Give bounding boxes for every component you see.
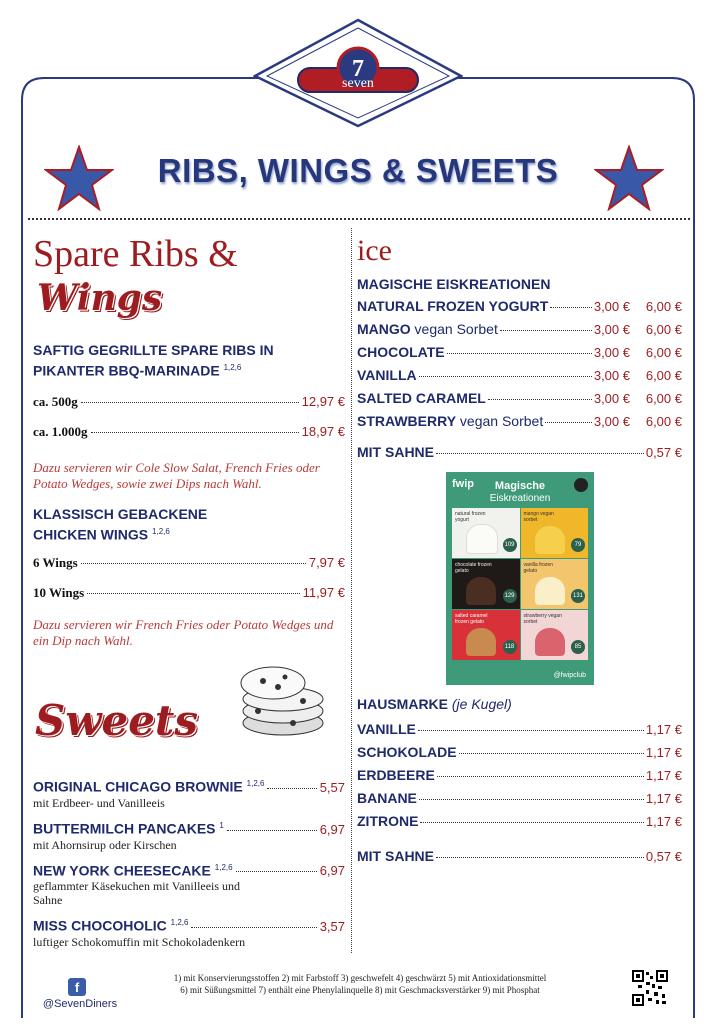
menu-item	[33, 424, 345, 454]
item-price: 5,57	[319, 779, 345, 795]
item-name: CHOCOLATE	[357, 344, 445, 360]
price-small: 3,00 €	[593, 414, 630, 429]
ice-item	[357, 298, 682, 321]
item-description: mit Erdbeer- und Vanilleeis	[33, 795, 165, 810]
ice-item	[357, 413, 682, 436]
sweets-item	[33, 775, 345, 810]
allergen-sup: 1,2,6	[152, 526, 170, 536]
item-suffix: vegan Sorbet	[456, 413, 544, 429]
ribs-note: Dazu servieren wir Cole Slow Salat, French Fries oder Potato Wedges, sowie zwei Dips nach Wahl.	[33, 459, 320, 491]
item-name: VANILLE	[357, 721, 416, 737]
item-name: ca. 500g	[33, 393, 78, 409]
wings-note: Dazu servieren wir French Fries oder Potato Wedges und ein Dip nach Wahl.	[33, 617, 334, 649]
ice-item	[357, 344, 682, 367]
allergen-sup: 1,2,6	[246, 779, 265, 789]
item-name: MISS CHOCOHOLIC	[33, 917, 167, 934]
item-price: 6,97	[319, 821, 345, 837]
item-name: BANANE	[357, 790, 417, 806]
item-price: 0,57 €	[645, 849, 682, 864]
item-price: 1,17 €	[645, 768, 682, 783]
item-name: MANGO	[357, 321, 411, 337]
flavor-tile: vanilla frozen gelato 131	[521, 559, 589, 609]
promo-title-1: Magische	[494, 480, 546, 492]
wings-heading-2: CHICKEN WINGS	[33, 526, 149, 543]
price-small: 3,00 €	[593, 391, 630, 406]
wings-heading-1: KLASSISCH GEBACKENE	[33, 505, 208, 522]
kcal-badge: 85	[571, 640, 585, 654]
item-description: luftiger Schokomuffin mit Schokoladenkern	[33, 934, 246, 949]
sweets-item	[33, 817, 345, 852]
menu-item	[33, 585, 345, 611]
column-divider	[351, 228, 352, 953]
sweets-script-title: Sweets	[35, 696, 198, 746]
logo-mark: 7	[352, 56, 364, 82]
hausmarke-item	[357, 767, 682, 790]
sahne-item	[357, 848, 682, 864]
price-small: 3,00 €	[593, 299, 630, 314]
item-price: 7,97 €	[308, 555, 345, 571]
promo-brand: fwip	[452, 478, 474, 490]
facebook-icon[interactable]: f	[68, 978, 86, 996]
flavor-tile: mango vegan sorbet 79	[521, 508, 589, 558]
item-name: ORIGINAL CHICAGO BROWNIE	[33, 778, 243, 795]
allergen-sup: 1,2,6	[214, 862, 233, 872]
ribs-heading-1: SAFTIG GEGRILLTE SPARE RIBS IN	[33, 342, 274, 358]
item-price: 18,97 €	[301, 423, 345, 439]
flavor-tile: natural frozen yogurt 109	[452, 508, 520, 558]
item-name: ca. 1.000g	[33, 423, 88, 439]
item-description: geflammter Käsekuchen mit Vanilleeis und Sahne	[33, 879, 241, 908]
price-large: 6,00 €	[645, 299, 682, 314]
page-title: RIBS, WINGS & SWEETS	[157, 152, 559, 189]
logo-text: seven	[342, 76, 374, 91]
allergen-line-2: 6) mit Süßungsmittel 7) enthält eine Phenylalinquelle 8) mit Geschmacksverstärker 9) mit Phosphat	[180, 985, 540, 995]
sahne-item	[357, 444, 682, 460]
price-large: 6,00 €	[645, 322, 682, 337]
item-name: ERDBEERE	[357, 767, 435, 783]
item-price: 1,17 €	[645, 791, 682, 806]
item-name: MIT SAHNE	[357, 848, 434, 864]
logo	[253, 18, 463, 128]
kcal-badge: 131	[571, 589, 585, 603]
menu-item	[33, 555, 345, 585]
ice-item	[357, 321, 682, 344]
right-column	[357, 232, 682, 460]
item-price: 0,57 €	[645, 445, 682, 460]
kcal-badge: 129	[503, 589, 517, 603]
promo-title-2: Eiskreationen	[489, 493, 551, 504]
price-large: 6,00 €	[645, 345, 682, 360]
kcal-badge: 109	[503, 538, 517, 552]
hausmarke-item	[357, 813, 682, 836]
item-description: mit Ahornsirup oder Kirschen	[33, 837, 177, 852]
wings-script-title: Wings	[37, 277, 163, 319]
kcal-badge: 79	[571, 538, 585, 552]
item-price: 11,97 €	[302, 585, 345, 601]
qr-code-icon[interactable]	[632, 970, 668, 1006]
item-price: 1,17 €	[645, 814, 682, 829]
price-small: 3,00 €	[593, 345, 630, 360]
promo-handle: @fwipclub	[553, 672, 586, 679]
item-price: 1,17 €	[645, 745, 682, 760]
ice-heading: MAGISCHE EISKREATIONEN	[357, 276, 551, 292]
flavor-tile: chocolate frozen gelato 129	[452, 559, 520, 609]
item-name: BUTTERMILCH PANCAKES	[33, 820, 216, 837]
hausmarke-note: (je Kugel)	[451, 696, 512, 712]
sweets-item	[33, 914, 345, 949]
item-price: 6,97	[319, 863, 345, 879]
item-name: STRAWBERRY	[357, 413, 457, 429]
flavor-tile: strawberry vegan sorbet 85	[521, 610, 589, 660]
price-large: 6,00 €	[645, 391, 682, 406]
left-column	[33, 232, 345, 949]
item-suffix: vegan Sorbet	[410, 321, 498, 337]
allergen-legend	[140, 972, 580, 996]
hausmarke-heading: HAUSMARKE	[357, 696, 448, 712]
price-small: 3,00 €	[593, 322, 630, 337]
sweets-item	[33, 859, 345, 908]
item-name: MIT SAHNE	[357, 444, 434, 460]
ribs-heading-2: PIKANTER BBQ-MARINADE	[33, 362, 220, 379]
item-name: VANILLA	[357, 367, 417, 383]
hausmarke-item	[357, 790, 682, 813]
item-price: 12,97 €	[301, 393, 345, 409]
item-name: NATURAL FROZEN YOGURT	[357, 298, 549, 314]
price-large: 6,00 €	[645, 414, 682, 429]
badge-icon	[574, 478, 588, 492]
ice-item	[357, 367, 682, 390]
kcal-badge: 118	[503, 640, 517, 654]
item-price: 3,57	[319, 918, 345, 934]
item-price: 1,17 €	[645, 722, 682, 737]
item-name: ZITRONE	[357, 813, 419, 829]
price-large: 6,00 €	[645, 368, 682, 383]
flavor-tile: salted caramel frozen gelato 118	[452, 610, 520, 660]
allergen-line-1: 1) mit Konservierungsstoffen 2) mit Farbstoff 3) geschwefelt 4) geschwärzt 5) mit Antioxidationsmittel	[173, 973, 547, 983]
item-name: NEW YORK CHEESECAKE	[33, 862, 211, 879]
item-name: 6 Wings	[33, 555, 78, 571]
menu-item	[33, 394, 345, 424]
ribs-title: Spare Ribs &	[33, 233, 238, 275]
item-name: SALTED CARAMEL	[357, 390, 486, 406]
item-name: 10 Wings	[33, 585, 85, 601]
social-handle[interactable]: @SevenDiners	[42, 998, 118, 1010]
cookies-illustration	[233, 663, 329, 741]
fwip-promo-image	[446, 472, 594, 685]
divider	[28, 218, 690, 220]
allergen-sup: 1,2,6	[223, 363, 242, 372]
ice-title: ice	[357, 234, 392, 267]
hausmarke-item	[357, 721, 682, 744]
allergen-sup: 1	[219, 820, 224, 830]
item-name: SCHOKOLADE	[357, 744, 457, 760]
allergen-sup: 1,2,6	[170, 918, 189, 928]
ice-item	[357, 390, 682, 413]
hausmarke-item	[357, 744, 682, 767]
hausmarke-section	[357, 696, 682, 864]
price-small: 3,00 €	[593, 368, 630, 383]
